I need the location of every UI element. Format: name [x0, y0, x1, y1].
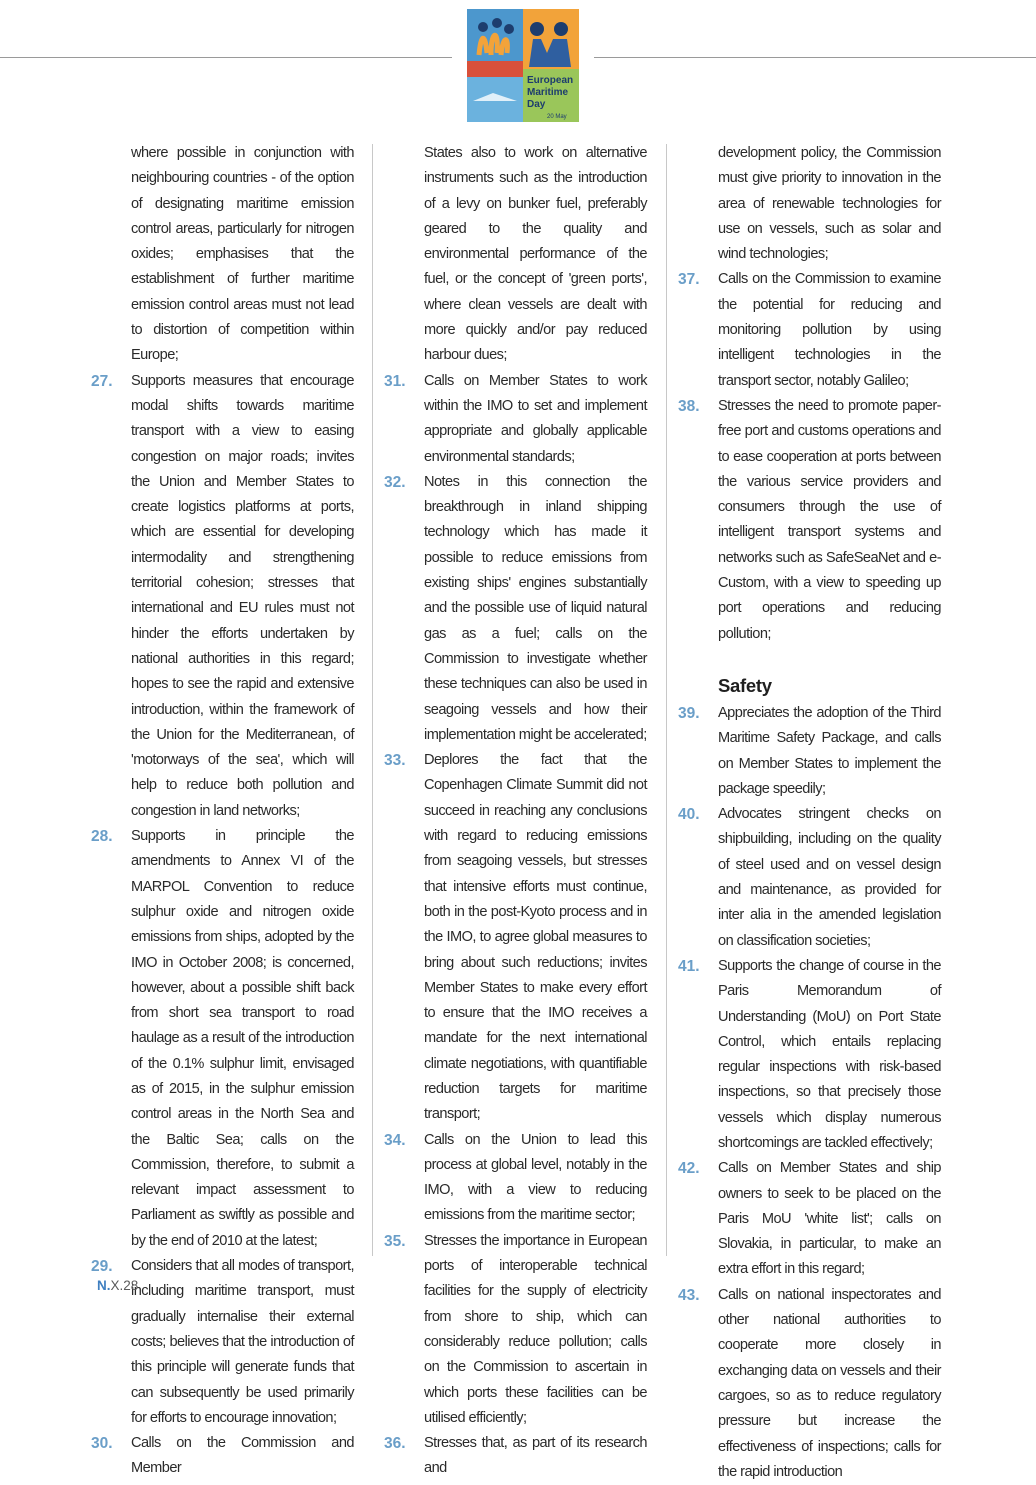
item-text: Calls on Member States and ship owners to seek to be placed on the Paris MoU 'white list'; calls on Slovakia, in particular, to make an extra effort in this regard; [718, 1160, 941, 1278]
item-number: 43. [678, 1286, 700, 1304]
item-number: 40. [678, 806, 700, 824]
item-text: Calls on the Commission and Member [131, 1435, 354, 1477]
item-text: Notes in this connection the breakthrough in inland shipping technology which has made it possible to reduce emissions from existing ships' engines substantially and the possible use of liquid natural gas as a fuel; calls on the Commission to investigate whether these techniques can also be used in seagoing vessels and how their implementation might be accelerated; [424, 473, 647, 743]
item-text: Stresses that, as part of its research and [424, 1435, 647, 1477]
item-number: 41. [678, 957, 700, 975]
item-text: Supports the change of course in the Paris Memorandum of Understanding (MoU) on Port State Control, which entails replacing regular inspections with risk-based inspections, so that precisely those vessels which display numerous shortcomings are tackled effectively; [718, 957, 941, 1151]
paragraph-continuation: development policy, the Commission must give priority to innovation in the area of renewable technologies for use on vessels, such as solar and wind technologies; [718, 145, 941, 263]
item-text: Considers that all modes of transport, including maritime transport, must gradually internalise their external costs; believes that the introduction of this principle will generate funds that can subsequently be used primarily for efforts to encourage innovation; [131, 1258, 354, 1426]
logo-line-1: European [527, 75, 574, 86]
item-number: 34. [384, 1131, 406, 1149]
paragraph-continuation: States also to work on alternative instruments such as the introduction of a levy on bunker fuel, preferably geared to the quality and environmental performance of the fuel, or the concept of 'green ports', where clean vessels are dealt with more quickly and/or pay reduced harbour dues; [424, 145, 647, 364]
item-number: 27. [91, 372, 113, 390]
list-item [91, 369, 354, 824]
item-number: 31. [384, 372, 406, 390]
logo-line-3: Day [527, 99, 546, 110]
list-item [678, 701, 941, 802]
item-text: Calls on national inspectorates and other national authorities to cooperate more closely in exchanging data on vessels and their cargoes, so as to reduce regulatory pressure but increase the effectiveness of inspections; calls for the rapid introduction [718, 1286, 941, 1480]
list-item [384, 470, 647, 748]
item-number: 29. [91, 1258, 113, 1276]
logo-date: 20 May [547, 114, 567, 120]
list-item [678, 1283, 941, 1485]
item-text: Supports measures that encourage modal shifts towards maritime transport with a view to easing congestion on major roads; invites the Union and Member States to create logistics platforms at ports, which are essential for developing intermodality and strengthening territorial cohesion; stresses that international and EU rules must not hinder the efforts undertaken by national authorities in this regard; hopes to see the rapid and extensive introduction, within the framework of the Union for the Mediterranean, of 'motorways of the sea', which will help to reduce both pollution and congestion in land networks; [131, 372, 354, 819]
list-item [678, 802, 941, 954]
column-divider-1 [372, 144, 373, 1256]
logo-line-2: Maritime [527, 87, 569, 98]
item-number: 37. [678, 271, 700, 289]
list-item [384, 1128, 647, 1229]
item-text: Calls on the Commission to examine the potential for reducing and monitoring pollution by using intelligent technologies in the transport sector, notably Galileo; [718, 271, 941, 389]
column-3 [678, 141, 941, 1485]
item-number: 33. [384, 752, 406, 770]
list-item [384, 369, 647, 470]
item-number: 35. [384, 1232, 406, 1250]
item-number: 32. [384, 473, 406, 491]
section-heading-safety: Safety [718, 674, 772, 696]
item-number: 28. [91, 828, 113, 846]
list-item [384, 748, 647, 1127]
top-rule-left [0, 57, 452, 58]
item-text: Stresses the need to promote paper-free port and customs operations and to ease cooperation at ports between the various service providers and consumers through the use of intelligent transport systems and networks such as SafeSeaNet and e-Custom, with a view to speeding up port operations and reducing pollution; [718, 397, 941, 642]
item-number: 30. [91, 1435, 113, 1453]
list-item [678, 267, 941, 393]
top-rule-right [594, 57, 1036, 58]
paragraph-continuation: where possible in conjunction with neighbouring countries - of the option of designating maritime emission control areas, particularly for nitrogen oxides; emphasises that the establishment of further maritime emission control areas must not lead to distortion of competition within Europe; [131, 145, 354, 364]
item-number: 36. [384, 1435, 406, 1453]
item-text: Calls on Member States to work within the IMO to set and implement appropriate and globally applicable environmental standards; [424, 372, 647, 465]
list-item [678, 954, 941, 1156]
list-item [678, 1156, 941, 1282]
column-2 [384, 141, 647, 1482]
page-number-prefix: N. [97, 1278, 111, 1293]
item-text: Advocates stringent checks on shipbuilding, including on the quality of steel used and on vessel design and maintenance, as provided for inter alia in the amended legislation on classification societies; [718, 806, 941, 949]
item-number: 38. [678, 397, 700, 415]
item-number: 39. [678, 704, 700, 722]
list-item [384, 1229, 647, 1431]
list-item [384, 1431, 647, 1482]
item-text: Deplores the fact that the Copenhagen Climate Summit did not succeed in reaching any conclusions with regard to reducing emissions from seagoing vessels, but stresses that intensive efforts must continue, both in the post-Kyoto process and in the IMO, to agree global measures to bring about such reductions; invites Member States to make every effort to ensure that the IMO receives a mandate for the next international climate negotiations, with quantifiable reduction targets for maritime transport; [424, 752, 647, 1123]
item-text: Calls on the Union to lead this process at global level, notably in the IMO, with a view to reducing emissions from the maritime sector; [424, 1131, 647, 1224]
list-item [678, 394, 941, 647]
item-text: Supports in principle the amendments to Annex VI of the MARPOL Convention to reduce sulphur oxide and nitrogen oxide emissions from ships, adopted by the IMO in October 2008; is concerned, however, about a possible shift back from short sea transport to road haulage as a result of the introduction of the 0.1% sulphur limit, envisaged as of 2015, in the sulphur emission control areas in the North Sea and the Baltic Sea; calls on the Commission, therefore, to submit a relevant impact assessment to Parliament as swiftly as possible and by the end of 2010 at the latest; [131, 828, 354, 1249]
item-text: Stresses the importance in European ports of interoperable technical facilities for the supply of electricity from shore to ship, which can considerably reduce pollution; calls on the Commission to ascertain in which ports these facilities can be utilised efficiently; [424, 1232, 647, 1426]
column-divider-2 [666, 144, 667, 1256]
page-number-rest: X.28 [110, 1278, 139, 1293]
list-item [91, 824, 354, 1254]
european-maritime-day-logo [467, 9, 579, 122]
item-text: Appreciates the adoption of the Third Maritime Safety Package, and calls on Member States to implement the package speedily; [718, 704, 941, 797]
list-item [91, 1431, 354, 1482]
item-number: 42. [678, 1160, 700, 1178]
